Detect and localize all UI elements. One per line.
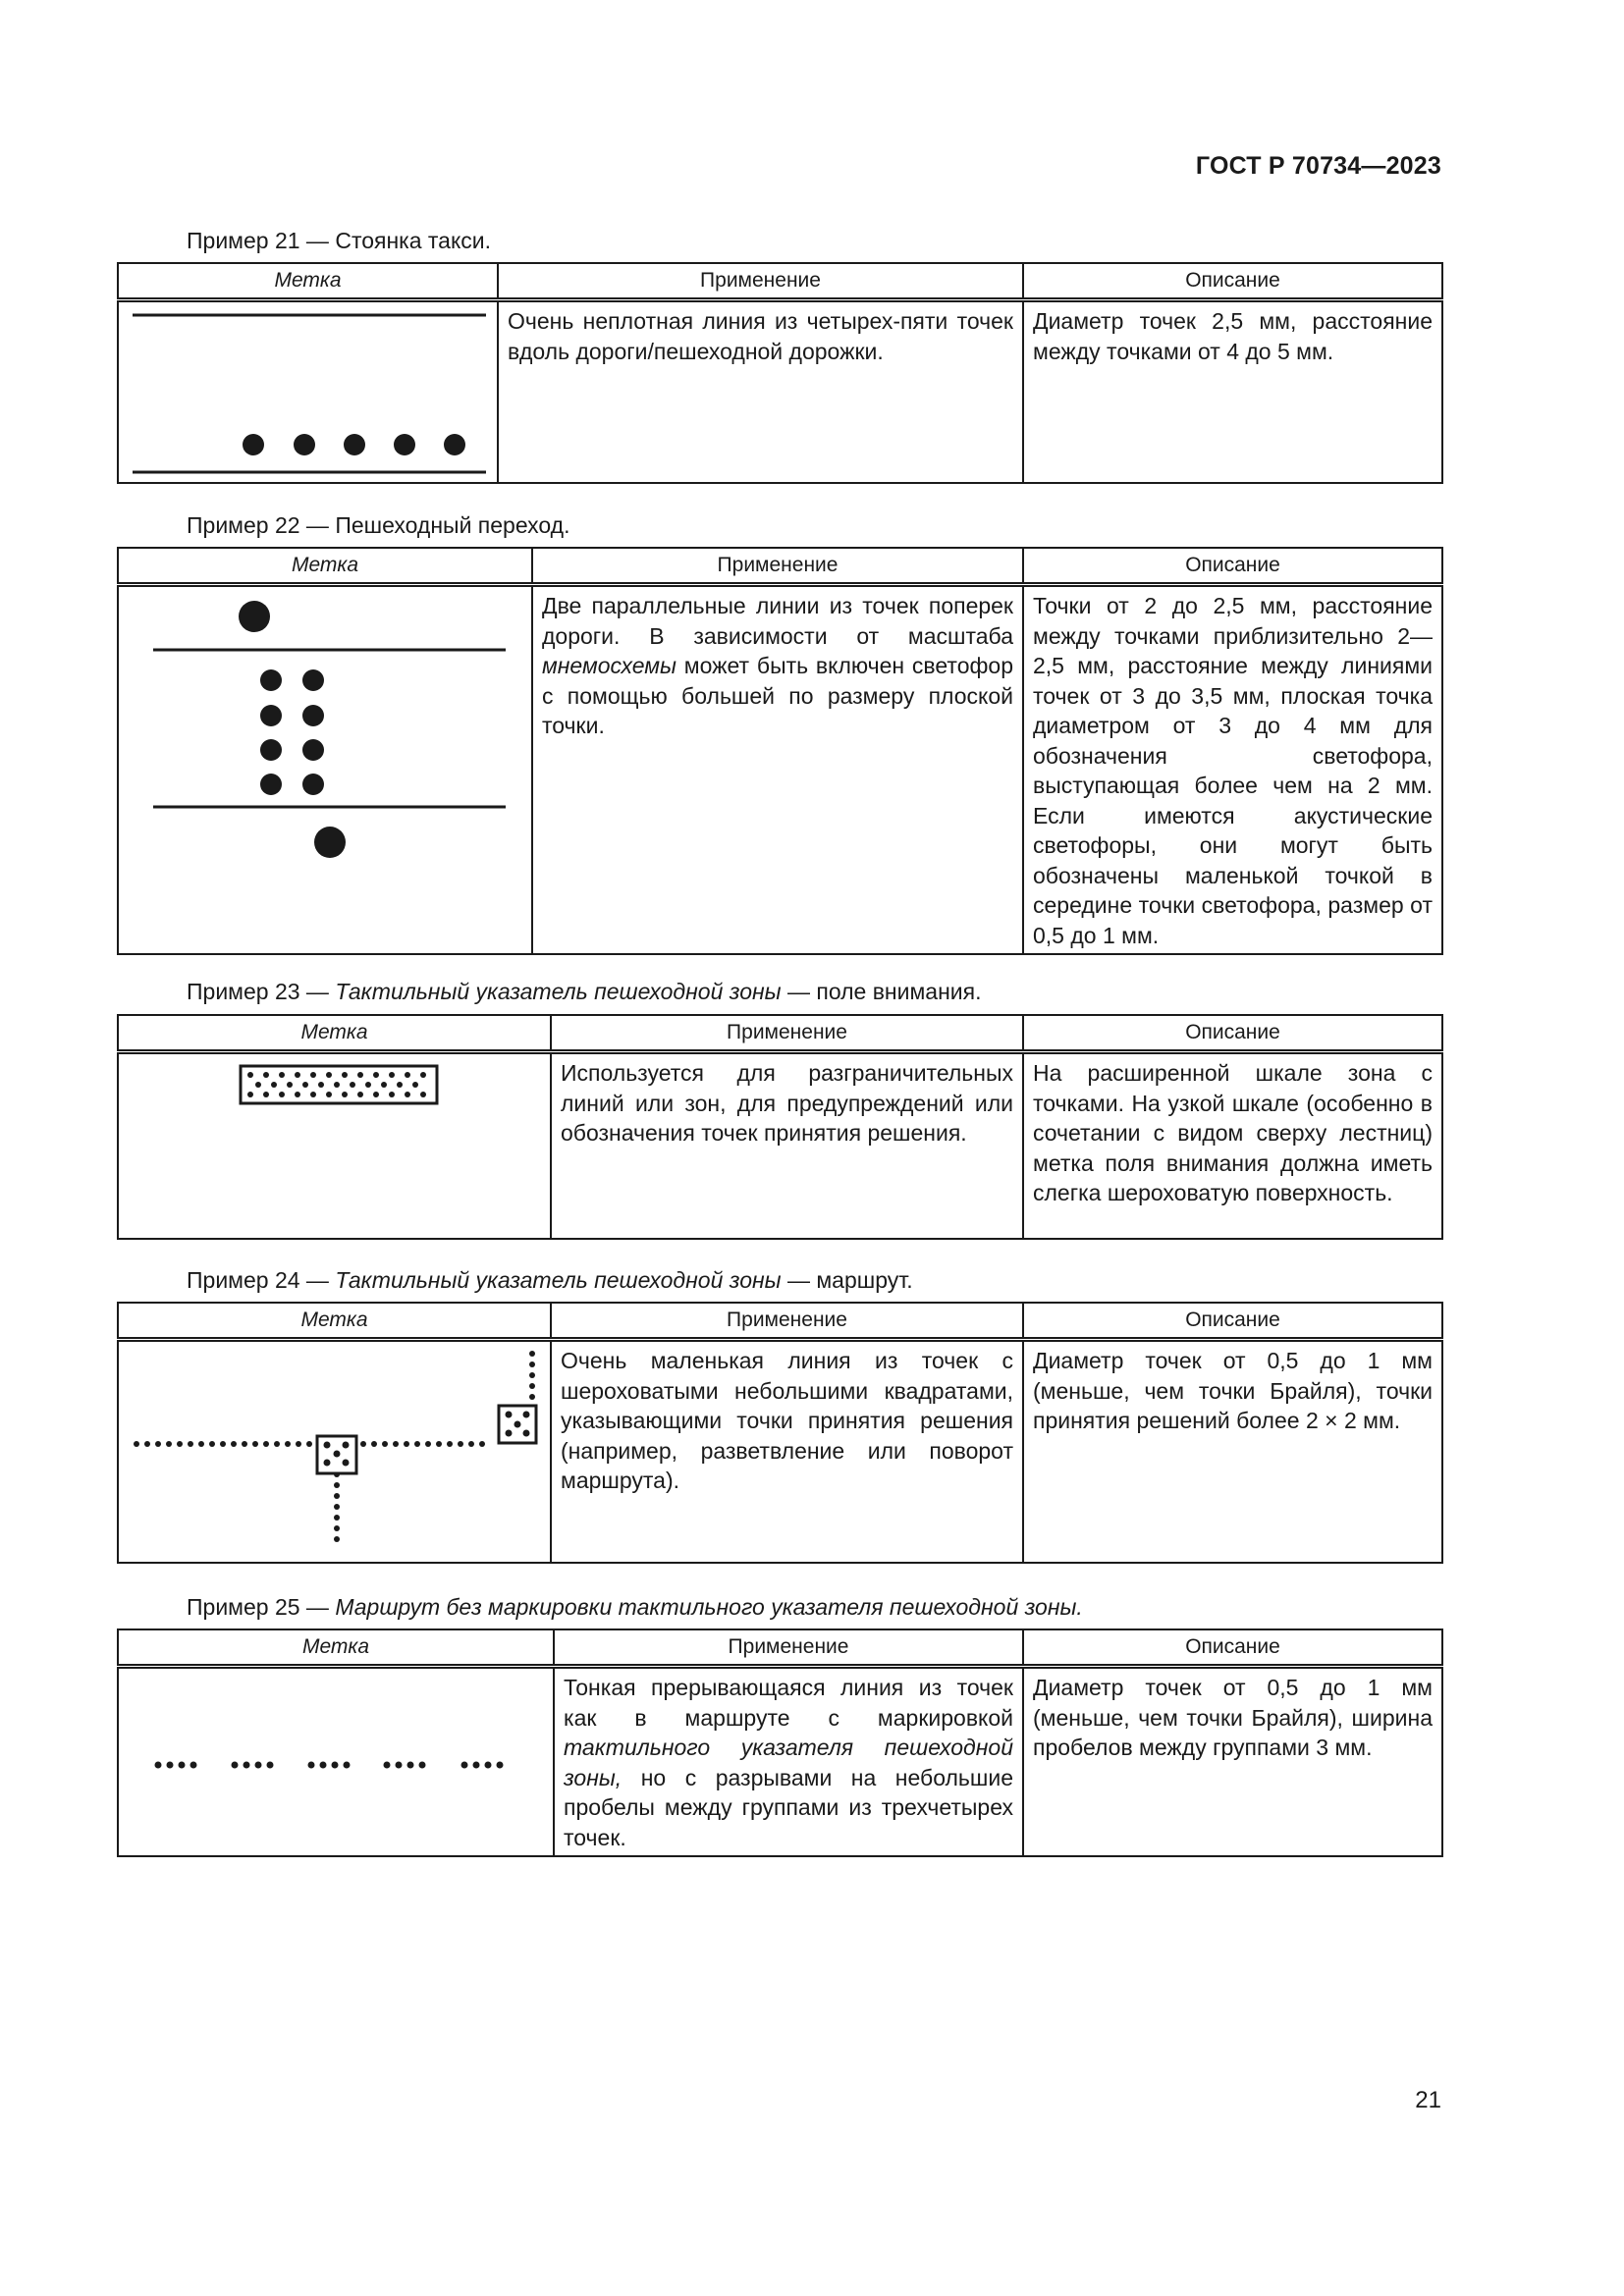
column-header-description: Описание bbox=[1023, 548, 1442, 585]
description-cell: Диаметр точек от 0,5 до 1 мм (меньше, чем точки Брайля), ширина пробелов между группами 3 мм. bbox=[1023, 1667, 1442, 1857]
column-header-mark: Метка bbox=[118, 263, 498, 300]
example-25-table bbox=[117, 1629, 1443, 1857]
description-cell: Диаметр точек от 0,5 до 1 мм (меньше, чем точки Брайля), точки принятия решений более 2 × 2 мм. bbox=[1023, 1340, 1442, 1563]
description-cell: Точки от 2 до 2,5 мм, расстояние между точками приблизительно 2—2,5 мм, расстояние между линиями точек от 3 до 3,5 мм, плоская точка диаметром от 3 до 4 мм для обозначения светофора, выступающая более чем на 2 мм. Если имеются акустические светофоры, они могут быть обозначены маленькой точкой в середине точки светофора, размер от 0,5 до 1 мм. bbox=[1023, 585, 1442, 955]
column-header-mark: Метка bbox=[118, 1629, 554, 1667]
caption-text: — маршрут. bbox=[781, 1267, 913, 1293]
caption-term: Тактильный указатель пешеходной зоны bbox=[335, 1267, 782, 1293]
usage-cell: Очень неплотная линия из четырех-пяти точек вдоль дороги/пешеходной дорожки. bbox=[498, 300, 1023, 483]
unmarked-route-mark bbox=[119, 1669, 555, 1851]
column-header-usage: Применение bbox=[498, 263, 1023, 300]
usage-term: мнемосхемы bbox=[542, 653, 677, 678]
standard-designation: ГОСТ Р 70734—2023 bbox=[1195, 152, 1441, 180]
caption-prefix: Пример 24 — bbox=[187, 1267, 336, 1293]
mark-cell bbox=[118, 1052, 551, 1239]
mark-cell bbox=[118, 300, 498, 483]
column-header-mark: Метка bbox=[118, 548, 532, 585]
usage-term: тактильного указателя пешеходной зоны, bbox=[564, 1735, 1013, 1790]
caption-prefix: Пример 25 — bbox=[187, 1594, 336, 1620]
column-header-mark: Метка bbox=[118, 1303, 551, 1340]
usage-text: может быть включен светофор с помощью большей по размеру плоской точки. bbox=[542, 653, 1013, 738]
usage-text: Две параллельные линии из точек поперек дороги. В зависимости от масштаба bbox=[542, 593, 1013, 649]
usage-cell: Используется для разграничительных линий или зон, для предупреждений или обозначения точек принятия решения. bbox=[551, 1052, 1023, 1239]
page-number: 21 bbox=[1415, 2087, 1441, 2113]
caption-prefix: Пример 23 — bbox=[187, 979, 336, 1004]
usage-text: Тонкая прерывающаяся линия из точек как в маршруте с маркировкой bbox=[564, 1675, 1013, 1731]
column-header-description: Описание bbox=[1023, 1015, 1442, 1052]
description-cell: На расширенной шкале зона с точками. На узкой шкале (особенно в сочетании с видом сверху лестниц) метка поля внимания должна иметь слегка шероховатую поверхность. bbox=[1023, 1052, 1442, 1239]
caption-text: — поле внимания. bbox=[781, 979, 982, 1004]
caption-term: Тактильный указатель пешеходной зоны bbox=[335, 979, 782, 1004]
example-25-caption bbox=[187, 1594, 1083, 1621]
column-header-usage: Применение bbox=[532, 548, 1023, 585]
caption-text: Пешеходный переход. bbox=[335, 512, 570, 538]
pedestrian-route-mark bbox=[119, 1342, 552, 1565]
mark-cell bbox=[118, 1340, 551, 1563]
column-header-description: Описание bbox=[1023, 1303, 1442, 1340]
column-header-usage: Применение bbox=[551, 1015, 1023, 1052]
mark-cell bbox=[118, 585, 532, 955]
pedestrian-crossing-mark bbox=[119, 587, 533, 949]
column-header-usage: Применение bbox=[554, 1629, 1023, 1667]
caption-prefix: Пример 21 — bbox=[187, 228, 336, 253]
example-22-table bbox=[117, 547, 1443, 955]
column-header-mark: Метка bbox=[118, 1015, 551, 1052]
example-23-caption bbox=[187, 979, 981, 1005]
attention-field-mark bbox=[119, 1054, 552, 1241]
caption-text: Стоянка такси. bbox=[335, 228, 492, 253]
column-header-usage: Применение bbox=[551, 1303, 1023, 1340]
caption-prefix: Пример 22 — bbox=[187, 512, 336, 538]
example-21-caption bbox=[187, 228, 491, 254]
mark-cell bbox=[118, 1667, 554, 1857]
example-23-table bbox=[117, 1014, 1443, 1240]
taxi-stand-mark bbox=[119, 302, 499, 485]
example-24-table bbox=[117, 1302, 1443, 1564]
usage-text: но с разрывами на небольшие пробелы между группами из трехчетырех точек. bbox=[564, 1764, 1013, 1850]
column-header-description: Описание bbox=[1023, 263, 1442, 300]
usage-cell bbox=[532, 585, 1023, 955]
description-cell: Диаметр точек 2,5 мм, расстояние между точками от 4 до 5 мм. bbox=[1023, 300, 1442, 483]
usage-cell: Очень маленькая линия из точек с шероховатыми небольшими квадратами, указывающими точки принятия решения (например, разветвление или поворот маршрута). bbox=[551, 1340, 1023, 1563]
caption-term: Маршрут без маркировки тактильного указателя пешеходной зоны. bbox=[335, 1594, 1083, 1620]
example-24-caption bbox=[187, 1267, 913, 1294]
example-22-caption bbox=[187, 512, 569, 539]
column-header-description: Описание bbox=[1023, 1629, 1442, 1667]
usage-cell bbox=[554, 1667, 1023, 1857]
example-21-table bbox=[117, 262, 1443, 484]
